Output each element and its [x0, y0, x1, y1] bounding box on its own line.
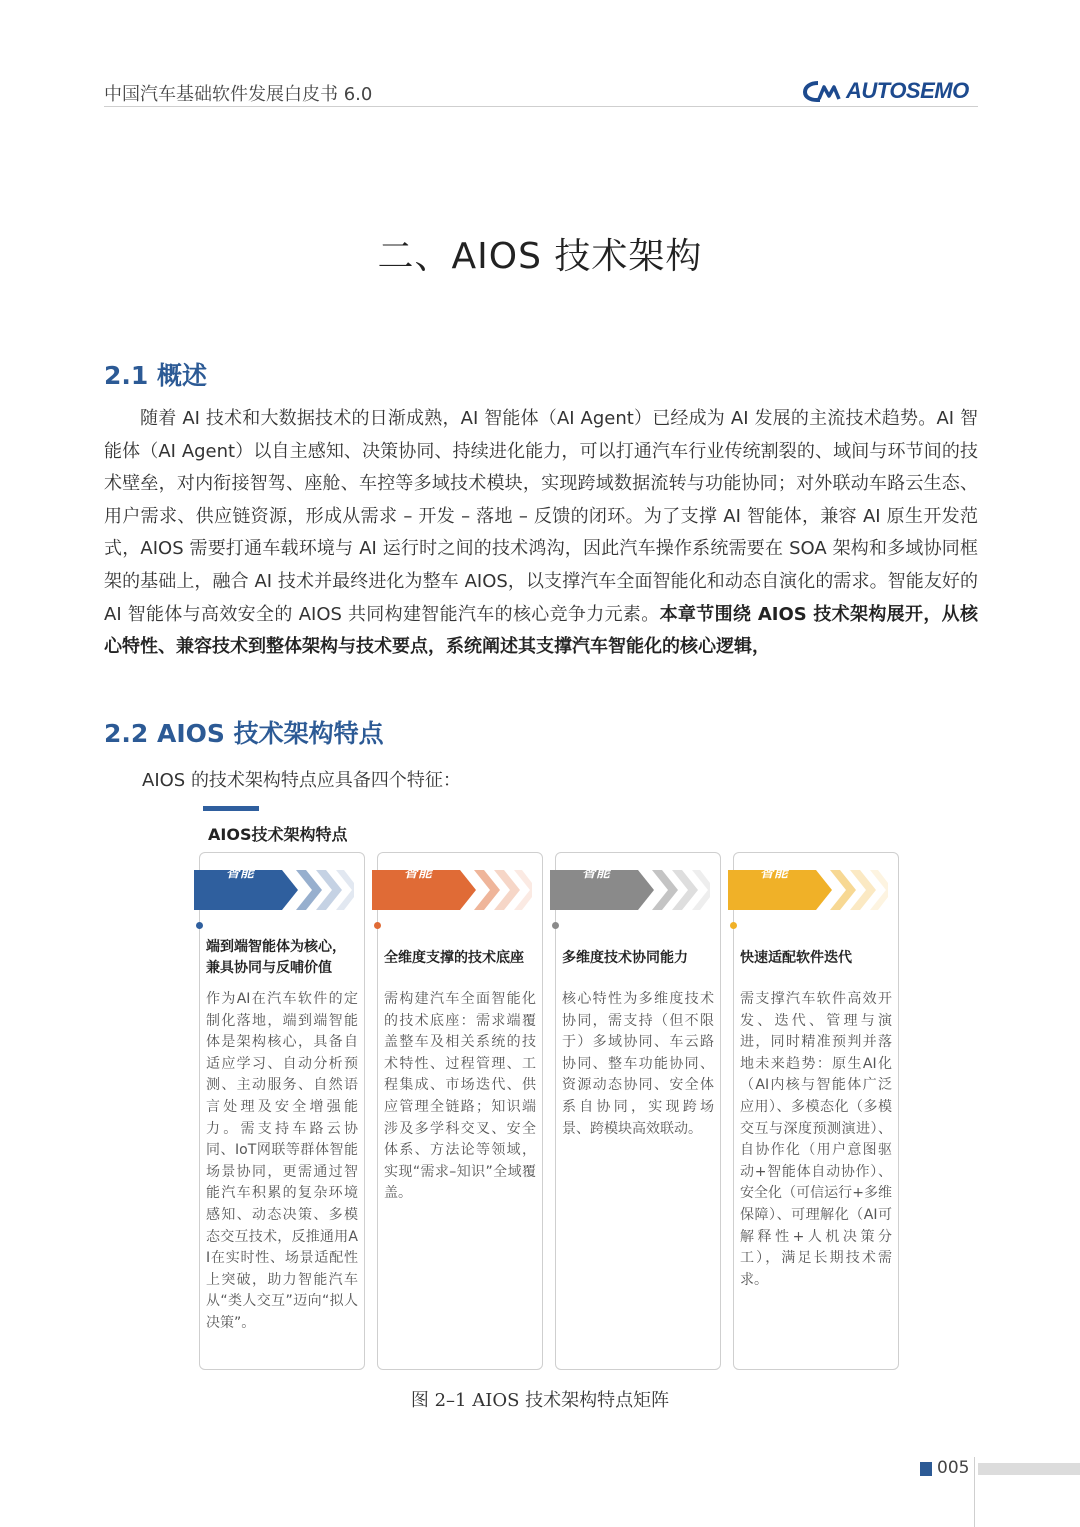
- card-label: 智能: [226, 865, 254, 881]
- card-label: 智能: [582, 865, 610, 881]
- figure-accent-bar: [203, 806, 259, 811]
- card-body: 作为AI在汽车软件的定制化落地，端到端智能体是架构核心，具备自适应学习、自动分析预测、主动服务、自然语言处理及安全增强能力。需支持车路云协同、IoT网联等群体智能场景协同，更需通过智能汽车积累的复杂环境感知、动态决策、多模态交互技术，反推通用AI在实时性、场景适配性上突破，助力智能汽车从“类人交互”迈向“拟人决策”。: [206, 991, 358, 1331]
- bullet-dot-icon: [552, 922, 559, 929]
- card-body: 需构建汽车全面智能化的技术底座：需求端覆盖整车及相关系统的技术特性、过程管理、工程集成、市场迭代、供应管理全链路；知识端涉及多学科交叉、安全体系、方法论等领域，实现“需求–知识”全域覆盖。: [384, 991, 536, 1202]
- feature-card-2: [377, 852, 543, 1370]
- card-label: 智能: [760, 865, 788, 881]
- logo-text: AUTOSEMO: [846, 78, 969, 103]
- bullet-dot-icon: [374, 922, 381, 929]
- feature-card-3: [555, 852, 721, 1370]
- card-title: 多维度技术协同能力: [562, 949, 688, 966]
- card-body: 核心特性为多维度技术协同，需支持（但不限于）多域协同、车云路协同、整车功能协同、资源动态协同、安全体系自协同，实现跨场景、跨模块高效联动。: [562, 991, 714, 1137]
- page-marker-icon: [920, 1462, 932, 1476]
- banner-arrow-icon: [728, 870, 888, 910]
- banner-arrow-icon: [372, 870, 532, 910]
- bullet-dot-icon: [196, 922, 203, 929]
- card-title: 快速适配软件迭代: [740, 949, 852, 966]
- autosemo-logo: [802, 76, 978, 106]
- footer-bar: [978, 1463, 1080, 1475]
- cm-logo-icon: [802, 78, 844, 104]
- card-label: 智能: [404, 865, 432, 881]
- feature-card-4: [733, 852, 899, 1370]
- header-divider: [104, 106, 978, 107]
- banner-arrow-icon: [194, 870, 354, 910]
- paragraph-plain: 随着 AI 技术和大数据技术的日渐成熟，AI 智能体（AI Agent）已经成为 AI 发展的主流技术趋势。AI 智能体（AI Agent）以自主感知、决策协同、持续进化能力，可以打通汽车行业传统割裂的、域间与环节间的技术壁垒，对内衔接智驾、座舱、车控等多域技术模块，实现跨域数据流转与功能协同；对外联动车路云生态、用户需求、供应链资源，形成从需求 – 开发 – 落地 – 反馈的闭环。为了支撑 AI 智能体，兼容 AI 原生开发范式，AIOS 需要打通车载环境与 AI 运行时之间的技术鸿沟，因此汽车操作系统需要在 SOA 架构和多域协同框架的基础上，融合 AI 技术并最终进化为整车 AIOS，以支撑汽车全面智能化和动态自演化的需求。智能友好的 AI 智能体与高效安全的 AIOS 共同构建智能汽车的核心竞争力元素。: [104, 408, 979, 625]
- card-title: 端到端智能体为核心，兼具协同与反哺价值: [206, 939, 346, 976]
- figure-heading: AIOS技术架构特点: [208, 825, 348, 844]
- paragraph-bold: 本章节围绕 AIOS 技术架构展开，从核心特性、兼容技术到整体架构与技术要点，系统阐述其支撑汽车智能化的核心逻辑，: [104, 603, 978, 658]
- figure-caption: 图 2–1 AIOS 技术架构特点矩阵: [410, 1390, 670, 1411]
- chapter-title: 二、AIOS 技术架构: [377, 236, 703, 277]
- overview-paragraph: [104, 403, 978, 664]
- running-header: 中国汽车基础软件发展白皮书 6.0: [104, 84, 373, 105]
- bullet-dot-icon: [730, 922, 737, 929]
- section-title-overview: 2.1 概述: [104, 361, 207, 390]
- feature-card-1: [199, 852, 365, 1370]
- features-intro: AIOS 的技术架构特点应具备四个特征：: [142, 770, 461, 791]
- card-body: 需支撑汽车软件高效开发、迭代、管理与演进，同时精准预判并落地未来趋势：原生AI化（AI内核与智能体广泛应用）、多模态化（多模交互与深度预测演进）、自协作化（用户意图驱动+智能体自动协作）、安全化（可信运行+多维保障）、可理解化（AI可解释性+人机决策分工），满足长期技术需求。: [740, 991, 892, 1288]
- banner-arrow-icon: [550, 870, 710, 910]
- page-number: 005: [937, 1458, 970, 1478]
- section-title-features: 2.2 AIOS 技术架构特点: [104, 719, 384, 748]
- card-title: 全维度支撑的技术底座: [384, 949, 524, 966]
- footer-divider: [974, 1457, 975, 1527]
